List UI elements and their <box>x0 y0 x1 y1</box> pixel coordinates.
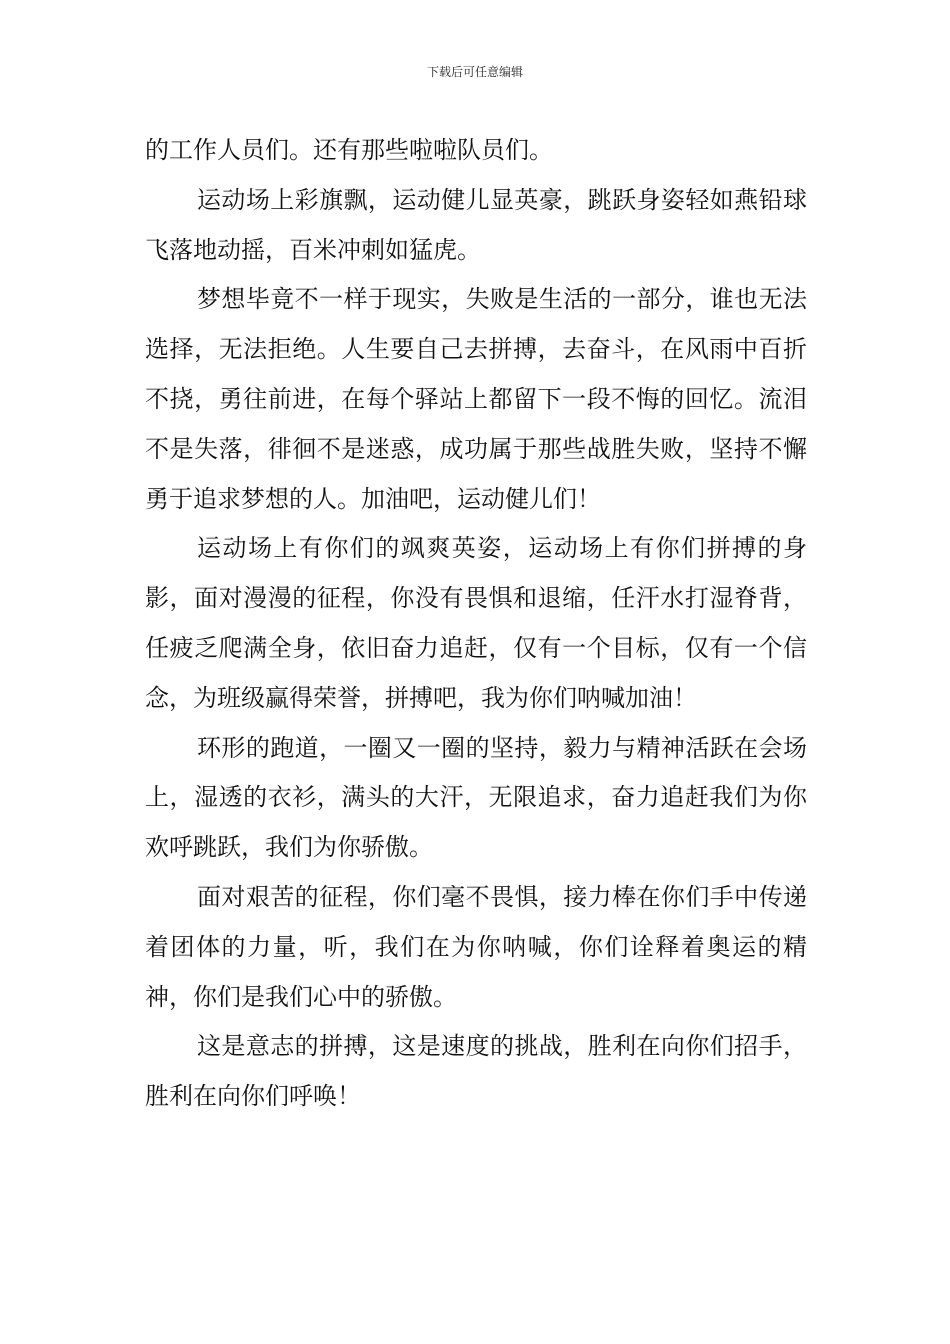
paragraph-6: 面对艰苦的征程，你们毫不畏惧，接力棒在你们手中传递着团体的力量，听，我们在为你呐喊，你们诠释着奥运的精神，你们是我们心中的骄傲。 <box>145 882 807 1011</box>
page-header: 下载后可任意编辑 <box>426 65 523 79</box>
paragraph-2: 运动场上彩旗飘，运动健儿显英豪，跳跃身姿轻如燕铅球飞落地动摇，百米冲刺如猛虎。 <box>145 185 807 264</box>
paragraph-3: 梦想毕竟不一样于现实，失败是生活的一部分，谁也无法选择，无法拒绝。人生要自己去拼搏，去奋斗，在风雨中百折不挠，勇往前进，在每个驿站上都留下一段不悔的回忆。流泪不是失落，徘徊不是迷惑，成功属于那些战胜失败，坚持不懈勇于追求梦想的人。加油吧，运动健儿们！ <box>145 285 807 513</box>
paragraph-4: 运动场上有你们的飒爽英姿，运动场上有你们拼搏的身影，面对漫漫的征程，你没有畏惧和退缩，任汗水打湿脊背，任疲乏爬满全身，依旧奋力追赶，仅有一个目标，仅有一个信念，为班级赢得荣誉，拼搏吧，我为你们呐喊加油！ <box>145 534 807 712</box>
paragraph-5: 环形的跑道，一圈又一圈的坚持，毅力与精神活跃在会场上，湿透的衣衫，满头的大汗，无限追求，奋力追赶我们为你欢呼跳跃，我们为你骄傲。 <box>145 733 807 862</box>
paragraph-7: 这是意志的拼搏，这是速度的挑战，胜利在向你们招手，胜利在向你们呼唤！ <box>145 1032 807 1111</box>
document-body <box>145 126 807 1122</box>
paragraph-1: 的工作人员们。还有那些啦啦队员们。 <box>145 136 553 164</box>
